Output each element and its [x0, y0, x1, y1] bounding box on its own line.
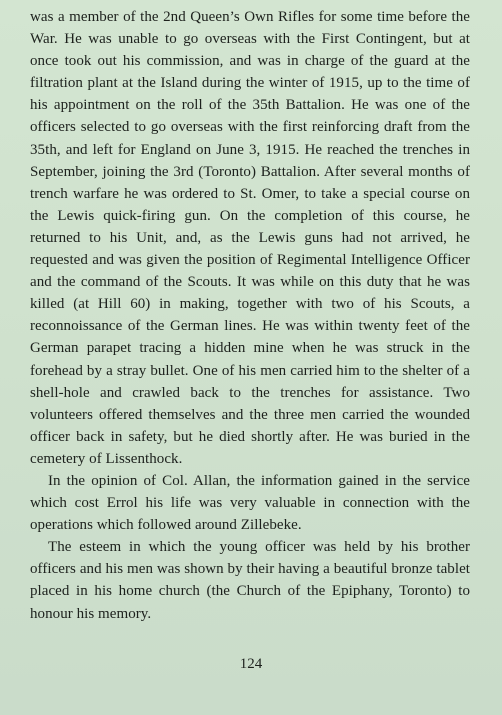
paragraph-2: In the opinion of Col. Allan, the information gained in the service which cost Errol his life was very valuable in connection with the operations which followed around Zillebeke. — [30, 472, 470, 534]
paragraph-1: was a member of the 2nd Queen’s Own Rifles for some time before the War. He was unable to go overseas with the First Contingent, but at once took out his commission, and was in charge of the guard at the filtration plant at the Island during the winter of 1915, up to the time of his appointment on the roll of the 35th Battalion. He was one of the officers selected to go overseas with the first reinforcing draft from the 35th, and left for England on June 3, 1915. He reached the trenches in September, joining the 3rd (Toronto) Battalion. After several months of trench warfare he was ordered to St. Omer, to take a special course on the Lewis quick-firing gun. On the completion of this course, he returned to his Unit, and, as the Lewis guns had not arrived, he requested and was given the position of Regimental Intelligence Officer and the command of the Scouts. It was while on this duty that he was killed (at Hill 60) in making, together with two of his Scouts, a reconnoissance of the German lines. He was within twenty feet of the German parapet tracing a hidden mine when he was struck in the forehead by a stray bullet. One of his men carried him to the shelter of a shell-hole and crawled back to the trenches for assistance. Two volunteers offered themselves and the three men carried the wounded officer back in safety, but he died shortly after. He was buried in the cemetery of Lissenthock. — [30, 9, 470, 467]
page-number: 124 — [239, 656, 263, 672]
body-text — [30, 6, 470, 625]
paragraph-3: The esteem in which the young officer was held by his brother officers and his men was shown by their having a beautiful bronze tablet placed in his home church (the Church of the Epiphany, Toronto) to honour his memory. — [30, 539, 470, 622]
